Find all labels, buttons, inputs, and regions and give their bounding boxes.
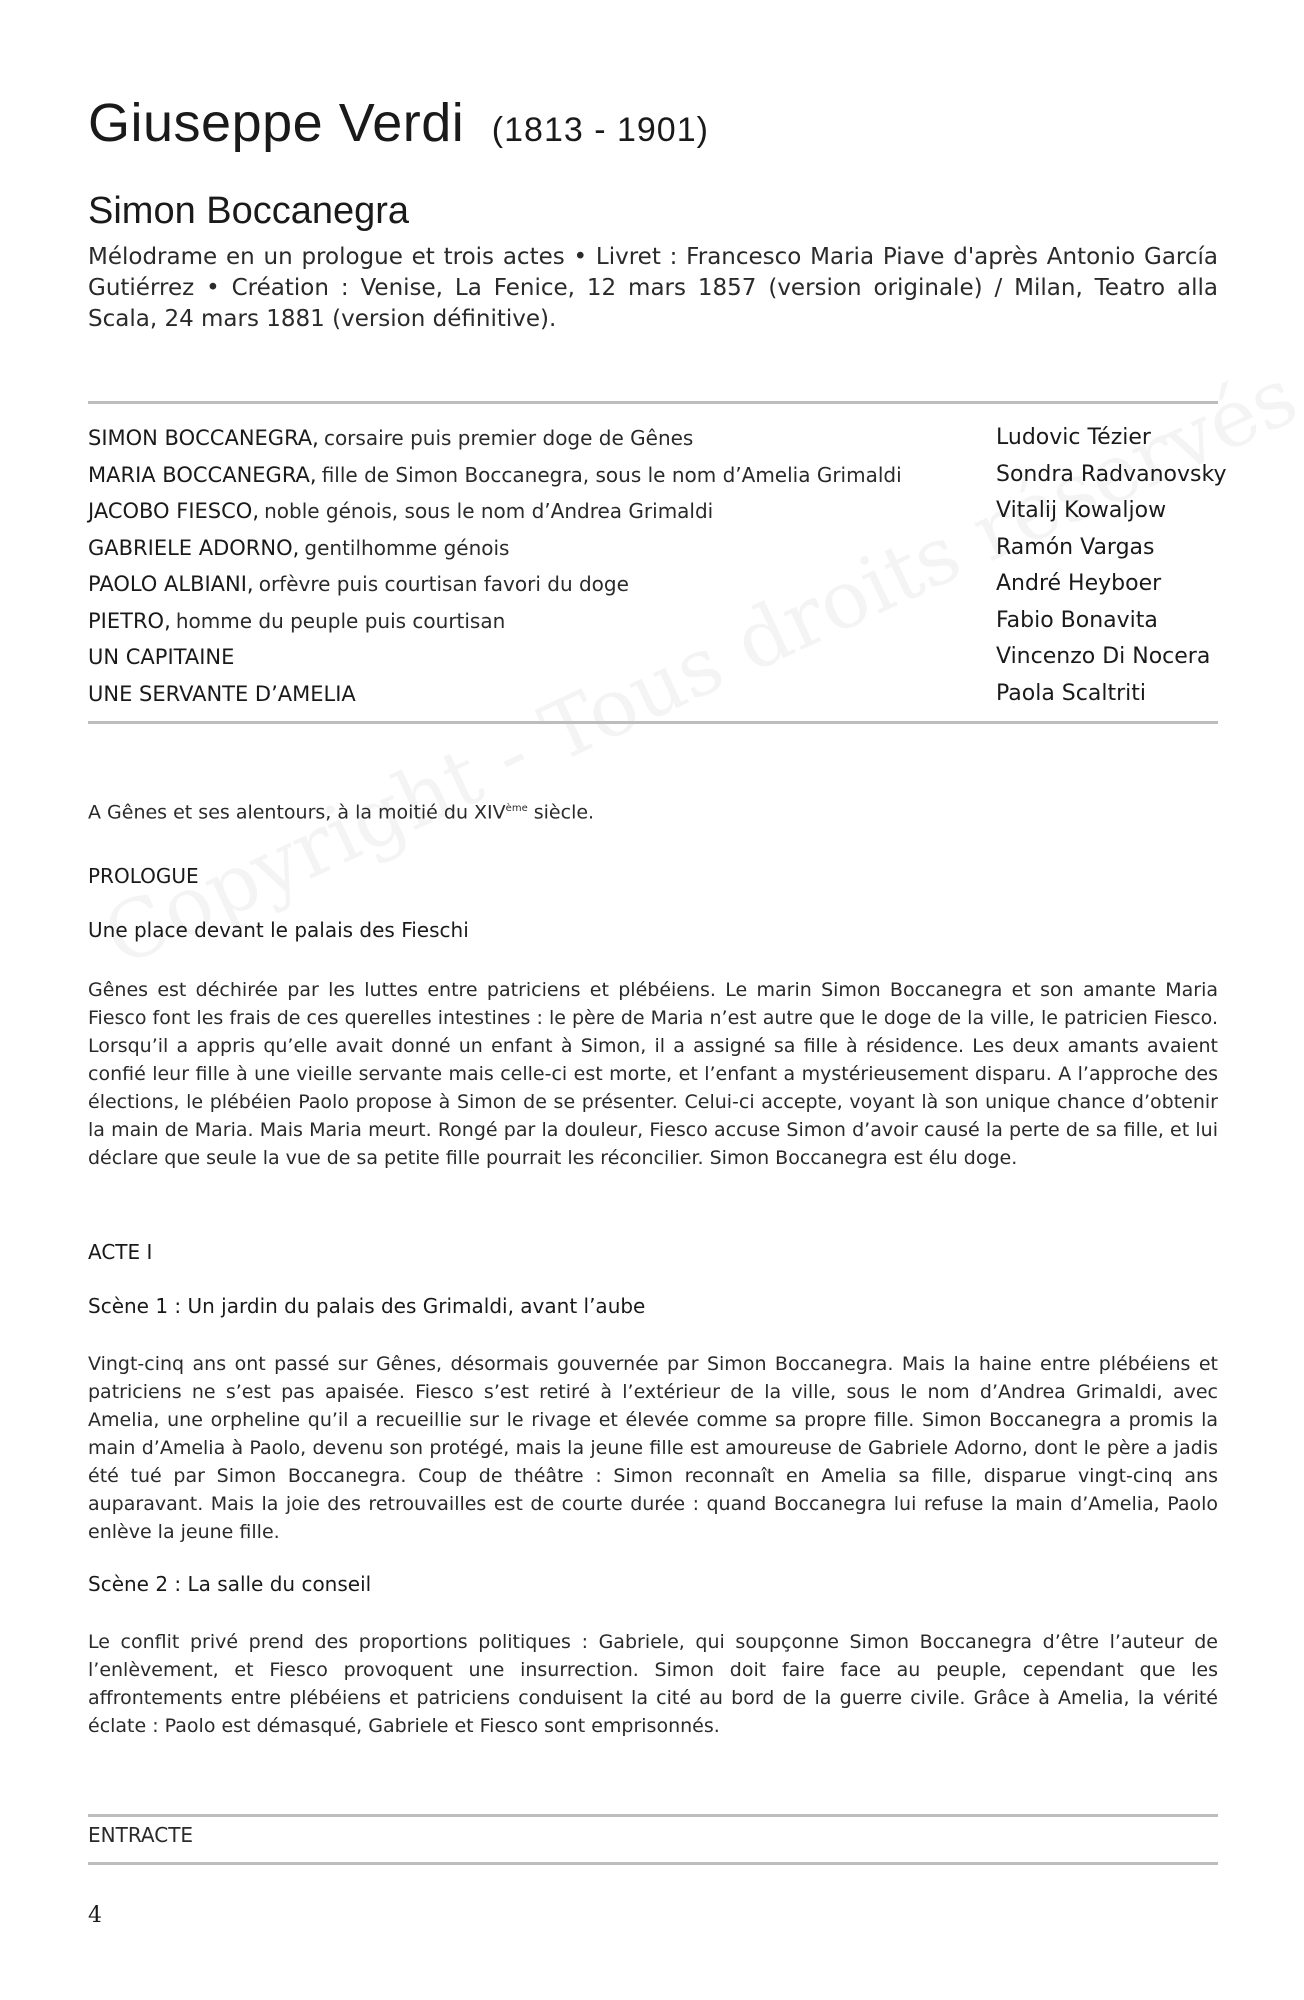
acte1-heading: ACTE I xyxy=(88,1240,153,1264)
setting-superscript: ème xyxy=(505,803,528,814)
cast-row xyxy=(88,603,1218,640)
composer-dates: (1813 - 1901) xyxy=(491,111,709,149)
cast-bottom-divider xyxy=(88,721,1218,724)
acte1-scene2-title: Scène 2 : La salle du conseil xyxy=(88,1572,372,1596)
singer-name: Sondra Radvanovsky xyxy=(996,461,1227,487)
singer-name: Vincenzo Di Nocera xyxy=(996,644,1211,669)
role-description: fille de Simon Boccanegra, sous le nom d’Amelia Grimaldi xyxy=(321,462,902,487)
role-name: JACOBO FIESCO, xyxy=(88,499,259,523)
prologue-scene-title: Une place devant le palais des Fieschi xyxy=(88,918,469,942)
singer-name: Ramón Vargas xyxy=(996,534,1155,560)
acte1-scene1-synopsis: Vingt-cinq ans ont passé sur Gênes, désormais gouvernée par Simon Boccanegra. Mais la haine entre plébéiens et patriciens ne s’est pas apaisée. Fiesco s’est retiré à l’extérieur de la ville, sous le nom d’Andrea Grimaldi, avec Amelia, une orpheline qu’il a recueillie sur le rivage et élevée comme sa propre fille. Simon Boccanegra a promis la main d’Amelia à Paolo, devenu son protégé, mais la jeune fille est amoureuse de Gabriele Adorno, dont le père a jadis été tué par Simon Boccanegra. Coup de théâtre : Simon reconnaît en Amelia sa fille, disparue vingt-cinq ans auparavant. Mais la joie des retrouvailles est de courte durée : quand Boccanegra lui refuse la main d’Amelia, Paolo enlève la jeune fille. xyxy=(88,1353,1218,1543)
role-description: gentilhomme génois xyxy=(304,535,510,560)
entracte-heading: ENTRACTE xyxy=(88,1823,194,1847)
singer-name: Fabio Bonavita xyxy=(996,607,1158,633)
opera-description: Mélodrame en un prologue et trois actes • Livret : Francesco Maria Piave d'après Antonio García Gutiérrez • Création : Venise, La Fenice, 12 mars 1857 (version originale) / Milan, Teatro alla Scala, 24 mars 1881 (version définitive). xyxy=(88,244,1218,332)
setting-text-end: siècle. xyxy=(527,801,595,824)
singer-name: André Heyboer xyxy=(996,571,1162,596)
role-description: noble génois, sous le nom d’Andrea Grimaldi xyxy=(264,499,714,523)
cast-row xyxy=(88,493,1218,530)
role-name: GABRIELE ADORNO, xyxy=(88,535,300,560)
singer-name: Ludovic Tézier xyxy=(996,425,1151,450)
entracte-top-divider xyxy=(88,1814,1218,1817)
role-name: SIMON BOCCANEGRA, xyxy=(88,426,319,450)
acte1-scene1-title: Scène 1 : Un jardin du palais des Grimaldi, avant l’aube xyxy=(88,1294,646,1318)
prologue-synopsis: Gênes est déchirée par les luttes entre patriciens et plébéiens. Le marin Simon Boccanegra et son amante Maria Fiesco font les frais de ces querelles intestines : le père de Maria n’est autre que le doge de la ville, le patricien Fiesco. Lorsqu’il a appris qu’elle avait donné un enfant à Simon, il a assigné sa fille à résidence. Les deux amants avaient confié leur fille à une vieille servante mais celle-ci est morte, et l’enfant a mystérieusement disparu. A l’approche des élections, le plébéien Paolo propose à Simon de se présenter. Celui-ci accepte, voyant là son unique chance d’obtenir la main de Maria. Mais Maria meurt. Rongé par la douleur, Fiesco accuse Simon d’avoir causé la perte de sa fille, et lui déclare que seule la vue de sa petite fille pourrait les réconcilier. Simon Boccanegra est élu doge. xyxy=(88,979,1218,1169)
setting-text: A Gênes et ses alentours, à la moitié du XIV xyxy=(88,801,506,824)
role-name: UN CAPITAINE xyxy=(88,645,235,669)
prologue-heading: PROLOGUE xyxy=(88,864,199,888)
cast-row xyxy=(88,639,1218,676)
composer-first-name: Giuseppe xyxy=(88,93,324,153)
role-description: orfèvre puis courtisan favori du doge xyxy=(258,572,629,596)
acte1-scene2-synopsis: Le conflit privé prend des proportions politiques : Gabriele, qui soupçonne Simon Boccanegra d’être l’auteur de l’enlèvement, et Fiesco provoquent une insurrection. Simon doit faire face au peuple, cependant que les affrontements entre plébéiens et patriciens conduisent la cité au bord de la guerre civile. Grâce à Amelia, la vérité éclate : Paolo est démasqué, Gabriele et Fiesco sont emprisonnés. xyxy=(88,1631,1218,1737)
role-name: PIETRO, xyxy=(88,608,171,633)
setting-line xyxy=(88,795,1218,826)
cast-row xyxy=(88,457,1227,494)
cast-row xyxy=(88,676,1218,713)
singer-name: Paola Scaltriti xyxy=(996,680,1146,706)
opera-title: Simon Boccanegra xyxy=(88,190,410,232)
role-name: MARIA BOCCANEGRA, xyxy=(88,462,317,487)
cast-row xyxy=(88,530,1218,567)
role-description: homme du peuple puis courtisan xyxy=(175,608,506,633)
cast-top-divider xyxy=(88,401,1218,404)
cast-row xyxy=(88,420,1218,457)
role-name: PAOLO ALBIANI, xyxy=(88,572,254,596)
page-number: 4 xyxy=(88,1903,102,1928)
role-name: UNE SERVANTE D’AMELIA xyxy=(88,681,356,706)
entracte-bottom-divider xyxy=(88,1862,1218,1865)
page-title xyxy=(88,92,709,154)
cast-row xyxy=(88,566,1218,603)
role-description: corsaire puis premier doge de Gênes xyxy=(323,426,694,450)
singer-name: Vitalij Kowaljow xyxy=(996,498,1167,523)
cast-list xyxy=(88,420,1227,712)
composer-last-name: Verdi xyxy=(338,93,465,153)
